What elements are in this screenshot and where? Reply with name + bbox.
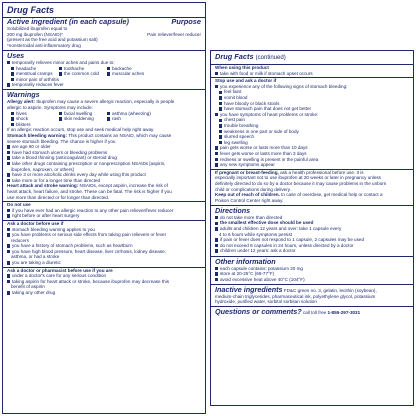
stomach-warning-text: severe stomach bleeding. The chance is higher if you [7, 138, 116, 144]
uses-heading: Uses [7, 50, 25, 60]
pregnancy-text: definitely directed to do so by a doctor because it may cause problems in the unborn [215, 180, 387, 186]
do-not-use-item: right before or after heart surgery [7, 213, 201, 219]
stop-use-subitem: vomit blood [215, 95, 409, 101]
drug-facts-panel-left [2, 2, 206, 414]
allergy-symptom: shock [11, 116, 59, 122]
do-not-use-item: if you have ever had an allergic reaction to any other pain reliever/fever reducer [7, 208, 201, 214]
heart-warning-text: NSAIDs, except aspirin, increase the risk of [79, 183, 168, 189]
allergy-symptom: rash [107, 116, 155, 122]
stop-use-item: you have symptoms of heart problems or stroke: [215, 112, 409, 118]
uses-condition: the common cold [59, 71, 107, 77]
questions-heading: Questions or comments? [215, 307, 302, 317]
stop-use-subitem: chest pain [215, 117, 409, 123]
drug-facts-title-cont: Drug Facts [215, 52, 254, 61]
uses-condition: backache [107, 66, 155, 72]
ask-pharmacist-heading: Ask a doctor or pharmacist before use if you are [7, 267, 113, 273]
phone-number: 1-855-297-3031 [327, 310, 361, 316]
when-using-heading: When using this product [215, 65, 269, 71]
other-info-item: each capsule contains: potassium 20 mg [215, 266, 409, 272]
ask-doctor-item-cont: asthma, or had a stroke [11, 254, 60, 260]
free-acid-line: (present as the free acid and potassium salt) [7, 37, 98, 43]
ask-doctor-item-cont: reducers [11, 237, 29, 243]
allergy-symptom: skin reddening [59, 116, 107, 122]
ask-doctor-item: you have high blood pressure, heart disease, liver cirrhosis, kidney disease, [7, 249, 201, 255]
pregnancy-text: especially important not to use ibuprofen at 20 weeks or later in pregnancy unless [215, 175, 381, 181]
other-info-item: store at 20-25°C (68-77°F) [215, 271, 409, 277]
stop-use-subitem: weakness in one part or side of body [215, 129, 409, 135]
directions-item: do not exceed 6 capsules in 24 hours, unless directed by a doctor [215, 243, 409, 249]
ask-doctor-item: you have a history of stomach problems, such as heartburn [7, 243, 201, 249]
stop-use-item: fever gets worse or lasts more than 3 days [215, 151, 409, 157]
directions-item: do not take more than directed [215, 215, 409, 221]
allergy-symptom: asthma (wheezing) [107, 111, 155, 117]
heart-warning-text: use more than directed or for longer than directed. [7, 194, 110, 200]
ask-pharmacist-item-cont: benefit of aspirin [11, 284, 45, 290]
do-not-use-heading: Do not use [7, 202, 31, 208]
directions-item: children under 12 years: ask a doctor [215, 248, 409, 254]
keep-out-text: In case of overdose, get medical help or contact a [281, 192, 383, 198]
stomach-item: take a blood thinning (anticoagulant) or steroid drug [7, 155, 201, 161]
directions-item: the smallest effective dose should be used [215, 220, 409, 226]
stomach-item: have had stomach ulcers or bleeding problems [7, 150, 201, 156]
allergy-symptom: blisters [11, 122, 59, 128]
other-info-heading: Other information [215, 256, 276, 266]
ask-pharmacist-item: taking any other drug [7, 290, 201, 296]
uses-item: temporarily reduces fever [7, 82, 201, 88]
stop-use-subitem: leg swelling [215, 140, 409, 146]
stop-use-item: pain gets worse or lasts more than 10 days [215, 145, 409, 151]
inactive-text: FD&C green no. 3, gelatin, lecithin (soybean), [283, 287, 377, 293]
other-info-item: avoid excessive heat above 40°C (104°F) [215, 277, 409, 283]
stomach-item: take other drugs containing prescription or nonprescription NSAIDs [aspirin, [7, 161, 201, 167]
uses-condition: minor pain of arthritis [11, 77, 59, 83]
allergy-alert-label: Allergy alert: [7, 99, 36, 105]
active-ingredient-heading: Active ingredient (in each capsule) [7, 16, 129, 26]
solubilized-line: Solubilized ibuprofen equal to [7, 26, 68, 32]
inactive-text: hydroxide, purified water, sorbitol sorbitan solution [215, 299, 317, 305]
stomach-warning-label: Stomach bleeding warning: [7, 133, 67, 138]
stop-use-item: redness or swelling is present in the painful area [215, 157, 409, 163]
uses-condition: menstrual cramps [11, 71, 59, 77]
nsaid-note: *nonsteroidal anti-inflammatory drug [7, 42, 81, 48]
heart-warning-label: Heart attack and stroke warning: [7, 183, 79, 189]
stop-use-heading: Stop use and ask a doctor if [215, 78, 277, 84]
stomach-item: have 3 or more alcoholic drinks every day while using this product [7, 172, 201, 178]
stomach-item: are age 60 or older [7, 144, 201, 150]
stomach-item: take more or for a longer time than directed [7, 178, 201, 184]
stop-use-subitem: have bloody or black stools [215, 101, 409, 107]
stop-use-item: any new symptoms appear [215, 162, 409, 168]
stomach-item-cont: ibuprofen, naproxen, or others] [11, 166, 74, 172]
uses-item: temporarily relieves minor aches and pains due to: [7, 60, 201, 66]
stop-use-subitem: trouble breathing [215, 123, 409, 129]
ask-pharmacist-item: under a doctor's care for any serious condition [7, 273, 201, 279]
pregnancy-text: ask a health professional before use. It is [280, 169, 364, 175]
heart-warning-text: heart attack, heart failure, and stroke. These can be fatal. The risk is higher if you [7, 188, 172, 194]
stop-use-subitem: feel faint [215, 89, 409, 95]
directions-item: adults and children 12 years and over: take 1 capsule every [215, 226, 409, 232]
questions-text: call toll free [302, 310, 327, 316]
drug-facts-title: Drug Facts [7, 5, 55, 15]
keep-out-label: Keep out of reach of children. [215, 192, 280, 198]
directions-item: if pain or fever does not respond to 1 capsule, 2 capsules may be used [215, 237, 409, 243]
allergy-alert-text: If an allergic reaction occurs, stop use and seek medical help right away. [7, 127, 155, 133]
uses-condition: muscular aches [107, 71, 155, 77]
directions-heading: Directions [215, 205, 251, 215]
pregnancy-text: child or complications during delivery. [215, 186, 292, 192]
ingredient-line: 200 mg ibuprofen (NSAID)* [7, 31, 63, 37]
stop-use-item: you experience any of the following signs of stomach bleeding: [215, 84, 409, 90]
inactive-heading: Inactive ingredients [215, 284, 283, 294]
continued-label: (continued) [255, 55, 286, 61]
allergy-symptoms [7, 111, 201, 128]
ask-doctor-item: you have problems or serious side effects from taking pain relievers or fever [7, 232, 201, 238]
uses-condition: toothache [59, 66, 107, 72]
warnings-heading: Warnings [7, 90, 40, 100]
uses-conditions [7, 66, 201, 83]
stop-use-subitem: have stomach pain that does not get better [215, 106, 409, 112]
ask-pharmacist-item: taking aspirin for heart attack or stroke, because ibuprofen may decrease this [7, 279, 201, 285]
stop-use-subitem: slurred speech [215, 134, 409, 140]
keep-out-text: Poison Control Center right away. [215, 197, 284, 203]
ask-doctor-heading: Ask a doctor before use if [7, 220, 64, 226]
ask-doctor-item: stomach bleeding warning applies to you [7, 227, 201, 233]
purpose-heading: Purpose [171, 16, 201, 26]
uses-condition: headache [11, 66, 59, 72]
allergy-alert-text: allergic to aspirin. Symptoms may include: [7, 105, 93, 111]
allergy-alert-text: Ibuprofen may cause a severe allergic reaction, especially in people [36, 99, 175, 105]
inactive-text: medium-chain triglycerides, pharmaceutical ink, polyethylene glycol, potassium [215, 293, 376, 299]
allergy-symptom: hives [11, 111, 59, 117]
allergy-symptom: facial swelling [59, 111, 107, 117]
purpose-value: Pain reliever/fever reducer [147, 31, 201, 37]
directions-item-cont: 4 to 6 hours while symptoms persist [219, 231, 293, 237]
ask-doctor-item: you are taking a diuretic [7, 260, 201, 266]
drug-facts-panel-right [210, 50, 414, 406]
stomach-warning-text: This product contains an NSAID, which may cause [68, 133, 172, 138]
when-using-item: take with food or milk if stomach upset occurs [215, 71, 409, 77]
pregnancy-label: If pregnant or breast-feeding, [215, 169, 279, 175]
